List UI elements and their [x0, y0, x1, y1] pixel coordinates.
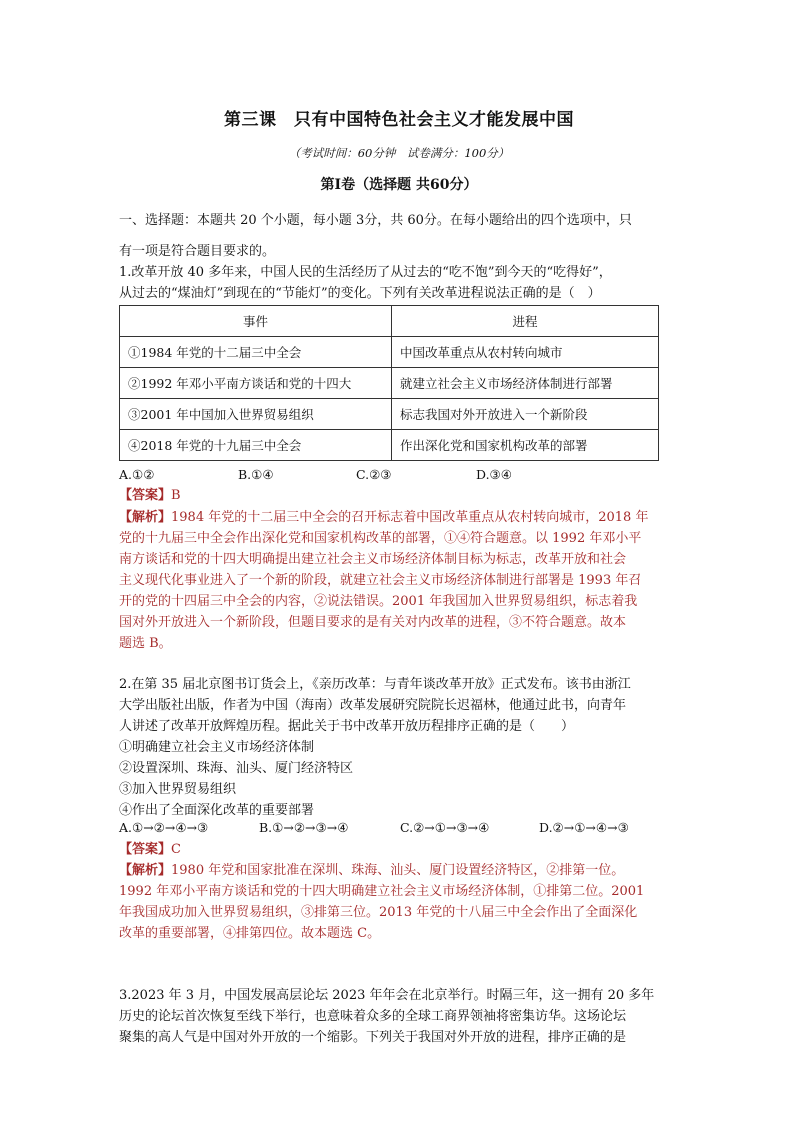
- exam-info: （考试时间：60分钟 试卷满分：100分）: [288, 146, 510, 160]
- q2-items: [119, 737, 679, 821]
- q1-analysis: [119, 507, 679, 654]
- q2-answer: [119, 839, 679, 860]
- table-row: [120, 337, 659, 368]
- answer-label: 【答案】: [119, 488, 172, 503]
- q1-stem-line: 1.改革开放 40 多年来，中国人民的生活经历了从过去的“吃不饱”到今天的“吃得好”，: [119, 265, 612, 280]
- q2-stem-line: 人讲述了改革开放辉煌历程。据此关于书中改革开放历程排序正确的是（ ）: [119, 719, 575, 734]
- table-cell: 作出深化党和国家机构改革的部署: [392, 430, 659, 461]
- q1-stem-line: 从过去的“煤油灯”到现在的“节能灯”的变化。下列有关改革进程说法正确的是（ ）: [119, 286, 601, 301]
- instructions-line: 有一项是符合题目要求的。: [119, 244, 276, 259]
- table-header-row: [120, 306, 659, 337]
- option-c: C.②③: [356, 467, 392, 482]
- q2-options: [119, 820, 679, 840]
- table-header: 进程: [392, 306, 659, 337]
- answer-value: C: [171, 842, 181, 857]
- analysis-line: 题选 B。: [119, 636, 172, 651]
- q3-stem: [119, 985, 679, 1048]
- q2-analysis: [119, 860, 679, 944]
- q3-stem-line: 聚集的高人气是中国对外开放的一个缩影。下列关于我国对外开放的进程，排序正确的是: [119, 1030, 627, 1045]
- table-cell: ②1992 年邓小平南方谈话和党的十四大: [120, 368, 392, 399]
- analysis-line: 开的党的十四届三中全会的内容，②说法错误。2001 年我国加入世界贸易组织，标志着我: [119, 594, 638, 609]
- page-title: 第三课 只有中国特色社会主义才能发展中国: [224, 110, 574, 130]
- option-a: A.①→②→④→③: [119, 820, 209, 835]
- analysis-line: 国对外开放进入一个新阶段，但题目要求的是有关对内改革的进程，③不符合题意。故本: [119, 615, 627, 630]
- table-cell: 中国改革重点从农村转向城市: [392, 337, 659, 368]
- table-cell: ③2001 年中国加入世界贸易组织: [120, 399, 392, 430]
- q3-stem-line: 历史的论坛首次恢复至线下举行，也意味着众多的全球工商界领袖将密集访华。这场论坛: [119, 1009, 627, 1024]
- analysis-line: 改革的重要部署，④排第四位。故本题选 C。: [119, 926, 381, 941]
- list-item: ④作出了全面深化改革的重要部署: [119, 803, 315, 818]
- answer-value: B: [171, 488, 181, 503]
- list-item: ③加入世界贸易组织: [119, 782, 237, 797]
- analysis-line: 1980 年党和国家批准在深圳、珠海、汕头、厦门设置经济特区，②排第一位。: [171, 863, 625, 878]
- table-row: [120, 430, 659, 461]
- table-cell: ④2018 年党的十九届三中全会: [120, 430, 392, 461]
- table-cell: 就建立社会主义市场经济体制进行部署: [392, 368, 659, 399]
- analysis-line: 党的十九届三中全会作出深化党和国家机构改革的部署，①④符合题意。以 1992 年邓小平: [119, 531, 642, 546]
- option-a: A.①②: [119, 467, 155, 482]
- answer-label: 【答案】: [119, 842, 172, 857]
- analysis-line: 主义现代化事业进入了一个新的阶段，就建立社会主义市场经济体制进行部署是 1993 年召: [119, 573, 642, 588]
- section-heading: 第Ⅰ卷（选择题 共60分）: [320, 177, 478, 193]
- q2-stem: [119, 674, 679, 737]
- q1-answer: [119, 485, 679, 506]
- option-d: D.②→①→④→③: [539, 820, 629, 835]
- option-c: C.②→①→③→④: [400, 820, 490, 835]
- list-item: ①明确建立社会主义市场经济体制: [119, 740, 315, 755]
- table-cell: 标志我国对外开放进入一个新阶段: [392, 399, 659, 430]
- instructions: [119, 205, 679, 267]
- analysis-line: 1984 年党的十二届三中全会的召开标志着中国改革重点从农村转向城市，2018 年: [171, 510, 649, 525]
- q3-stem-line: 3.2023 年 3 月，中国发展高层论坛 2023 年年会在北京举行。时隔三年，这一拥有 20 多年: [119, 988, 655, 1003]
- q2-stem-line: 2.在第 35 届北京图书订货会上，《亲历改革：与青年谈改革开放》正式发布。该书由浙江: [119, 677, 631, 692]
- table-row: [120, 399, 659, 430]
- q1-options: [119, 467, 679, 487]
- analysis-label: 【解析】: [119, 863, 172, 878]
- list-item: ②设置深圳、珠海、汕头、厦门经济特区: [119, 761, 354, 776]
- option-b: B.①→②→③→④: [259, 820, 349, 835]
- q1-events-table: [119, 305, 659, 461]
- instructions-line: 一、选择题：本题共 20 个小题，每小题 3分，共 60分。在每小题给出的四个选项中，只: [119, 213, 632, 228]
- q1-stem: [119, 262, 679, 304]
- table-row: [120, 368, 659, 399]
- analysis-label: 【解析】: [119, 510, 172, 525]
- analysis-line: 南方谈话和党的十四大明确提出建立社会主义市场经济体制目标为标志，改革开放和社会: [119, 552, 627, 567]
- option-b: B.①④: [238, 467, 274, 482]
- table-header: 事件: [120, 306, 392, 337]
- q2-stem-line: 大学出版社出版，作者为中国（海南）改革发展研究院院长迟福林，他通过此书，向青年: [119, 698, 627, 713]
- table-cell: ①1984 年党的十二届三中全会: [120, 337, 392, 368]
- analysis-line: 年我国成功加入世界贸易组织，③排第三位。2013 年党的十八届三中全会作出了全面深化: [119, 905, 638, 920]
- analysis-line: 1992 年邓小平南方谈话和党的十四大明确建立社会主义市场经济体制，①排第二位。2001: [119, 884, 645, 899]
- option-d: D.③④: [476, 467, 512, 482]
